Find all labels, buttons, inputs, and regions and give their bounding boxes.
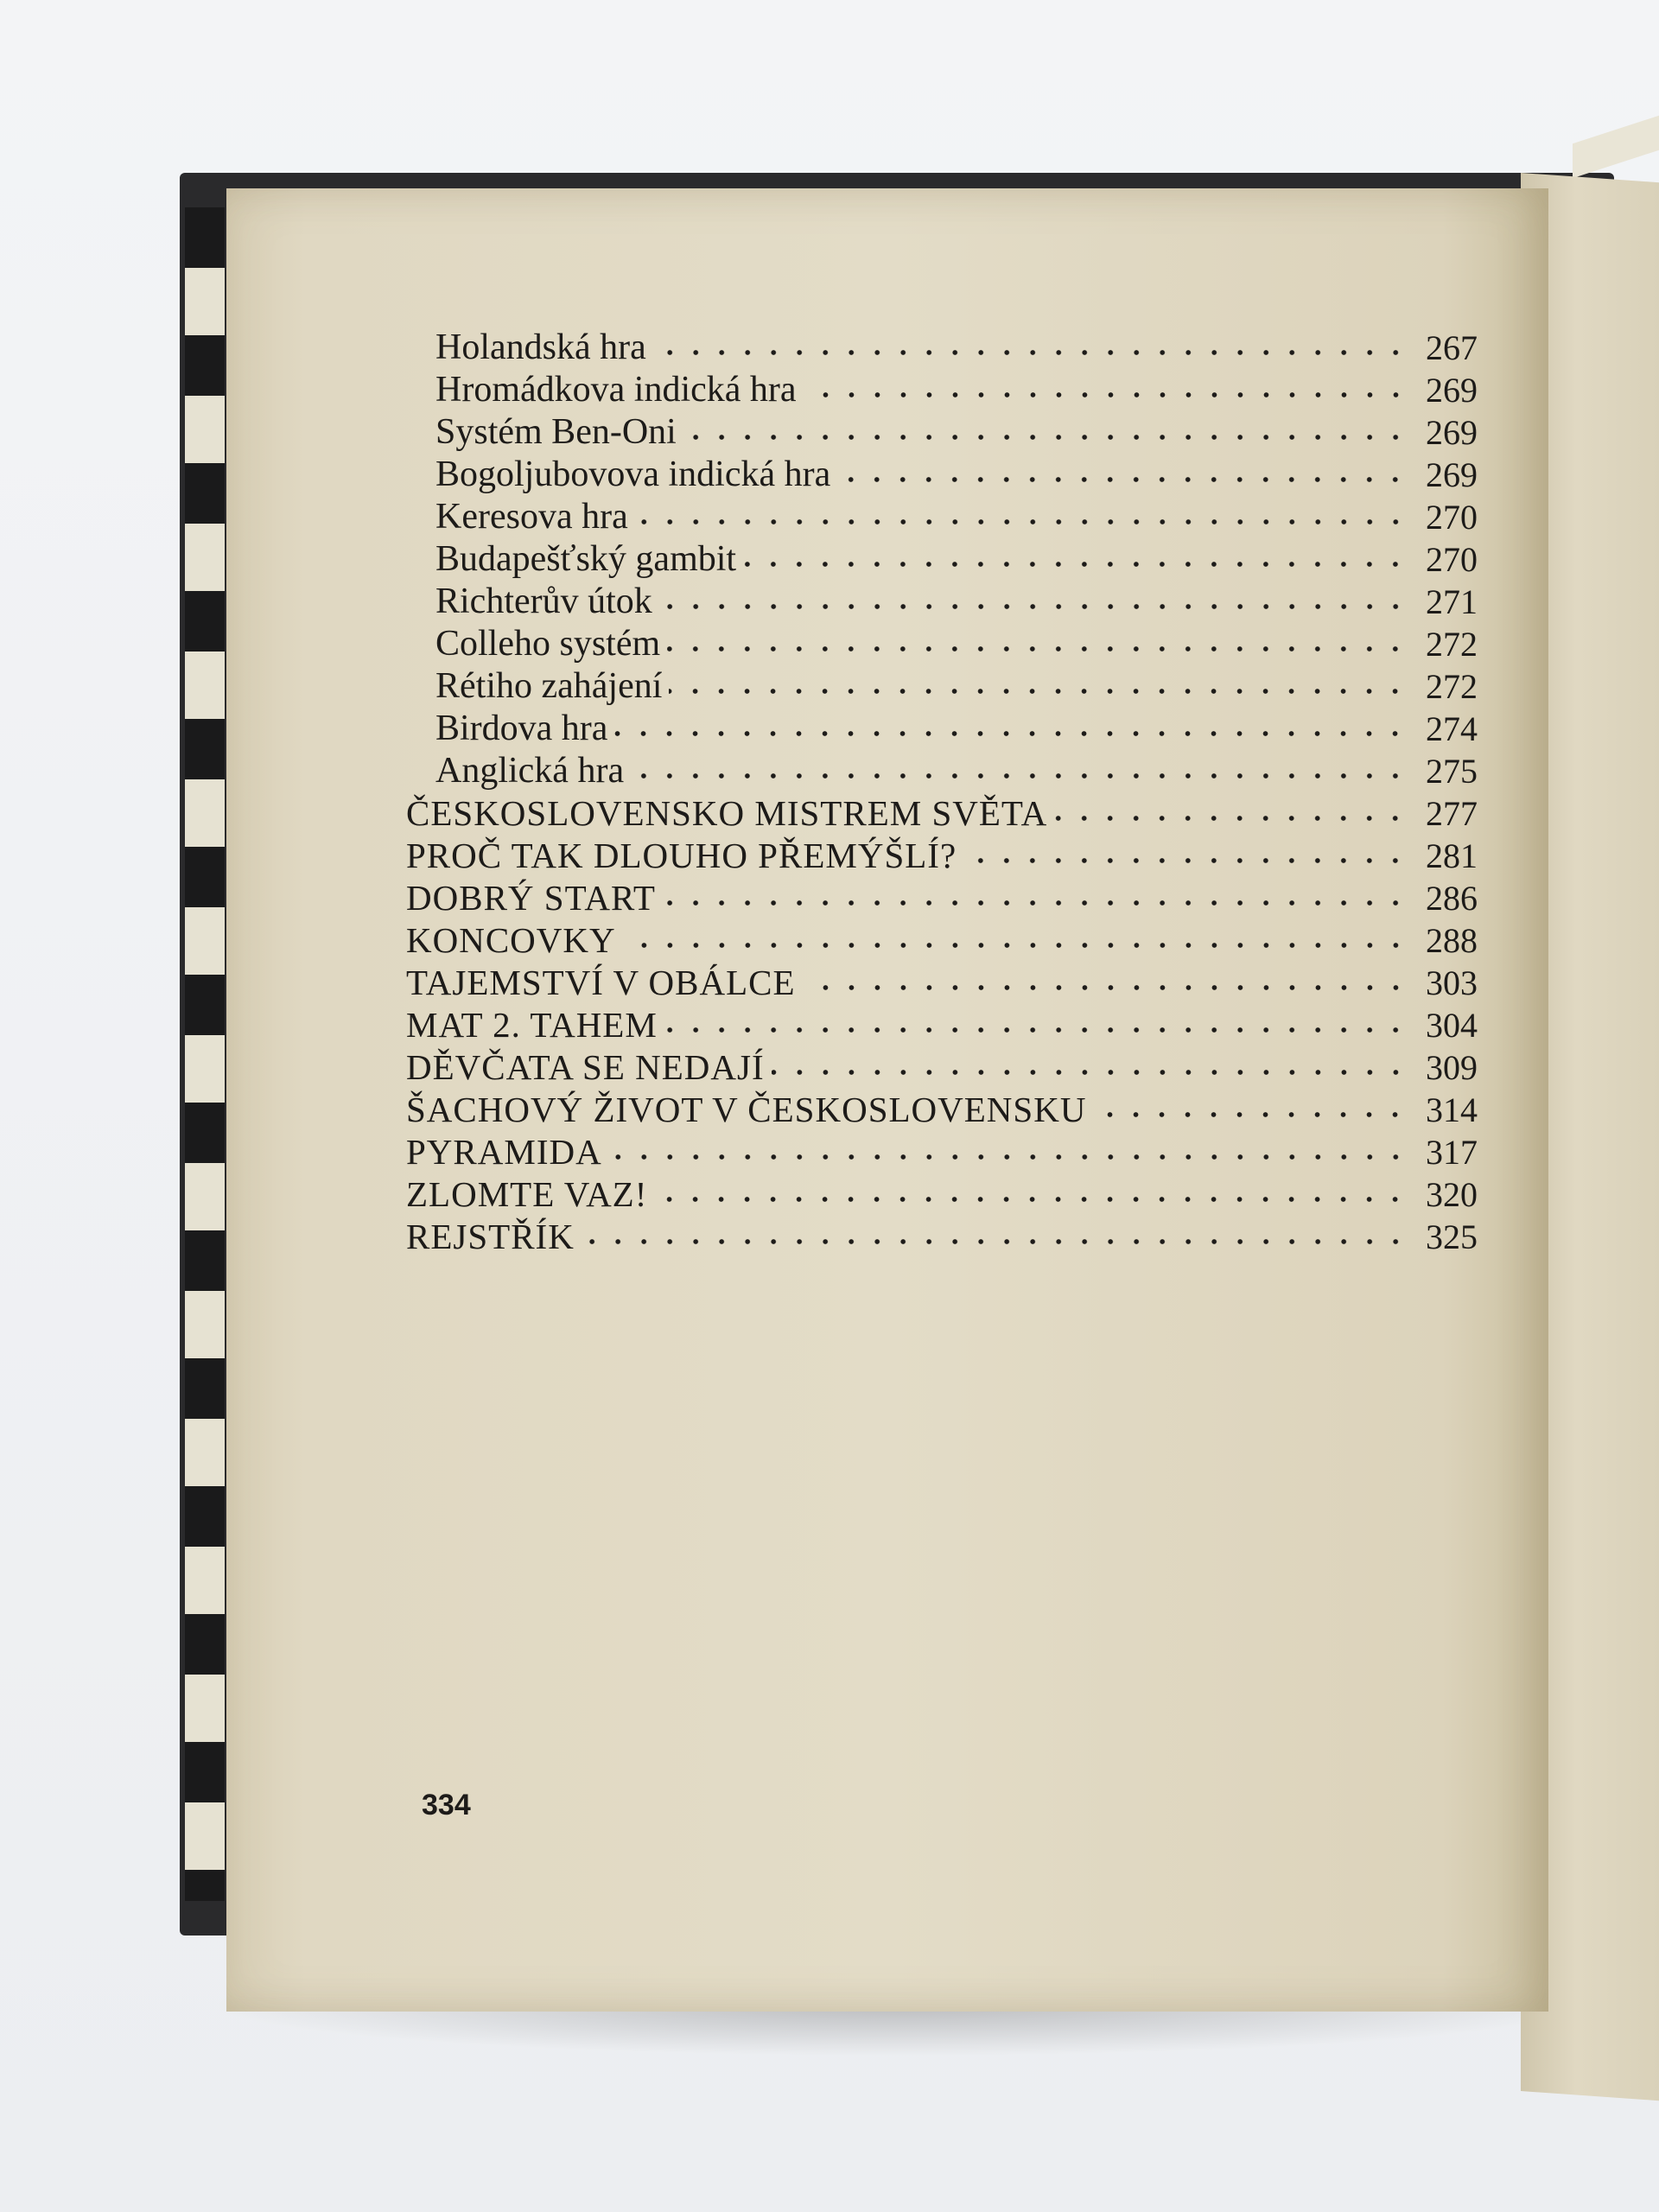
toc-chapter-page: 317 xyxy=(1426,1133,1478,1172)
toc-chapter xyxy=(406,835,1478,877)
toc-chapter-title: PYRAMIDA xyxy=(406,1132,602,1172)
toc-chapter-page: 286 xyxy=(1426,879,1478,918)
toc-entry-title: Budapešťský gambit xyxy=(435,539,737,579)
dot-leader xyxy=(659,601,1408,612)
toc-chapter-title: ČESKOSLOVENSKO MISTREM SVĚTA xyxy=(406,793,1048,833)
toc-chapter-page: 277 xyxy=(1426,794,1478,833)
dot-leader xyxy=(663,898,1408,908)
toc-entry-title: Hromádkova indická hra xyxy=(435,370,797,410)
dot-leader xyxy=(837,474,1408,485)
toc-chapter-title: DOBRÝ START xyxy=(406,878,656,918)
dot-leader xyxy=(1093,1109,1408,1120)
toc-entry xyxy=(406,750,1478,792)
toc-chapter-title: DĚVČATA SE NEDAJÍ xyxy=(406,1047,765,1087)
toc-entry-title: Bogoljubovova indická hra xyxy=(435,454,831,494)
toc-chapter xyxy=(406,1131,1478,1173)
toc-chapter-title: ZLOMTE VAZ! xyxy=(406,1174,648,1214)
toc-entry-page: 275 xyxy=(1426,752,1478,791)
dot-leader xyxy=(654,1194,1408,1205)
dot-leader xyxy=(609,1152,1408,1162)
toc-entry-title: Holandská hra xyxy=(435,327,646,367)
toc-entry-page: 269 xyxy=(1426,413,1478,452)
toc-chapter-title: REJSTŘÍK xyxy=(406,1217,575,1256)
toc-entry-page: 272 xyxy=(1426,625,1478,664)
dot-leader xyxy=(614,728,1408,739)
dot-leader xyxy=(803,982,1408,993)
toc-entry-page: 270 xyxy=(1426,498,1478,537)
toc-chapter-title: ŠACHOVÝ ŽIVOT V ČESKOSLOVENSKU xyxy=(406,1090,1087,1129)
toc-entry xyxy=(406,665,1478,708)
toc-entry-title: Rétiho zahájení xyxy=(435,666,663,706)
toc-chapter-page: 281 xyxy=(1426,836,1478,875)
toc-chapter xyxy=(406,1173,1478,1216)
toc-chapter-title: KONCOVKY xyxy=(406,920,616,960)
toc-entry-page: 267 xyxy=(1426,328,1478,367)
toc-entry-page: 269 xyxy=(1426,455,1478,494)
toc-entry-title: Keresova hra xyxy=(435,497,628,537)
toc-chapter-page: 304 xyxy=(1426,1006,1478,1045)
toc-entry xyxy=(406,623,1478,665)
toc-chapter-page: 320 xyxy=(1426,1175,1478,1214)
toc-entry-title: Systém Ben-Oni xyxy=(435,412,677,452)
toc-entry-title: Birdova hra xyxy=(435,709,608,748)
toc-entry-page: 269 xyxy=(1426,371,1478,410)
dot-leader xyxy=(683,432,1408,442)
toc-chapter-page: 325 xyxy=(1426,1217,1478,1256)
toc-chapter-page: 288 xyxy=(1426,921,1478,960)
toc-entry xyxy=(406,708,1478,750)
toc-chapter-title: MAT 2. TAHEM xyxy=(406,1005,658,1045)
toc-chapter xyxy=(406,877,1478,919)
toc-entry-title: Anglická hra xyxy=(435,751,625,791)
dot-leader xyxy=(664,1025,1408,1035)
dot-leader xyxy=(804,390,1408,400)
toc-entry xyxy=(406,496,1478,538)
dot-leader xyxy=(653,347,1408,358)
toc-entry-page: 271 xyxy=(1426,582,1478,621)
dot-leader xyxy=(582,1236,1408,1247)
toc-entry xyxy=(406,538,1478,581)
cover-stripes xyxy=(185,207,225,1901)
toc-entry-page: 274 xyxy=(1426,709,1478,748)
dot-leader xyxy=(1054,813,1408,823)
dot-leader xyxy=(963,855,1408,866)
dot-leader xyxy=(635,517,1408,527)
toc-chapter-title: PROČ TAK DLOUHO PŘEMÝŠLÍ? xyxy=(406,836,957,875)
toc-chapter-title: TAJEMSTVÍ V OBÁLCE xyxy=(406,963,796,1002)
dot-leader xyxy=(667,644,1408,654)
toc-entry xyxy=(406,369,1478,411)
toc-chapter xyxy=(406,1046,1478,1089)
toc-chapter-page: 309 xyxy=(1426,1048,1478,1087)
toc-entry-page: 270 xyxy=(1426,540,1478,579)
toc-chapter xyxy=(406,1216,1478,1258)
toc-entry-page: 272 xyxy=(1426,667,1478,706)
dot-leader xyxy=(743,559,1408,569)
toc-entry xyxy=(406,581,1478,623)
toc-entry-title: Richterův útok xyxy=(435,582,652,621)
page-number: 334 xyxy=(422,1789,471,1821)
toc-chapter xyxy=(406,792,1478,835)
toc-chapter xyxy=(406,1089,1478,1131)
toc-entry xyxy=(406,327,1478,369)
toc-entry xyxy=(406,411,1478,454)
toc-chapter xyxy=(406,1004,1478,1046)
toc-chapter xyxy=(406,919,1478,962)
toc-entry-title: Colleho systém xyxy=(435,624,661,664)
toc-chapter-page: 303 xyxy=(1426,963,1478,1002)
toc-chapter xyxy=(406,962,1478,1004)
dot-leader xyxy=(623,940,1408,950)
dot-leader xyxy=(772,1067,1408,1077)
toc-chapter-page: 314 xyxy=(1426,1090,1478,1129)
table-of-contents xyxy=(406,327,1478,1258)
dot-leader xyxy=(669,686,1408,696)
dot-leader xyxy=(631,771,1408,781)
toc-entry xyxy=(406,454,1478,496)
